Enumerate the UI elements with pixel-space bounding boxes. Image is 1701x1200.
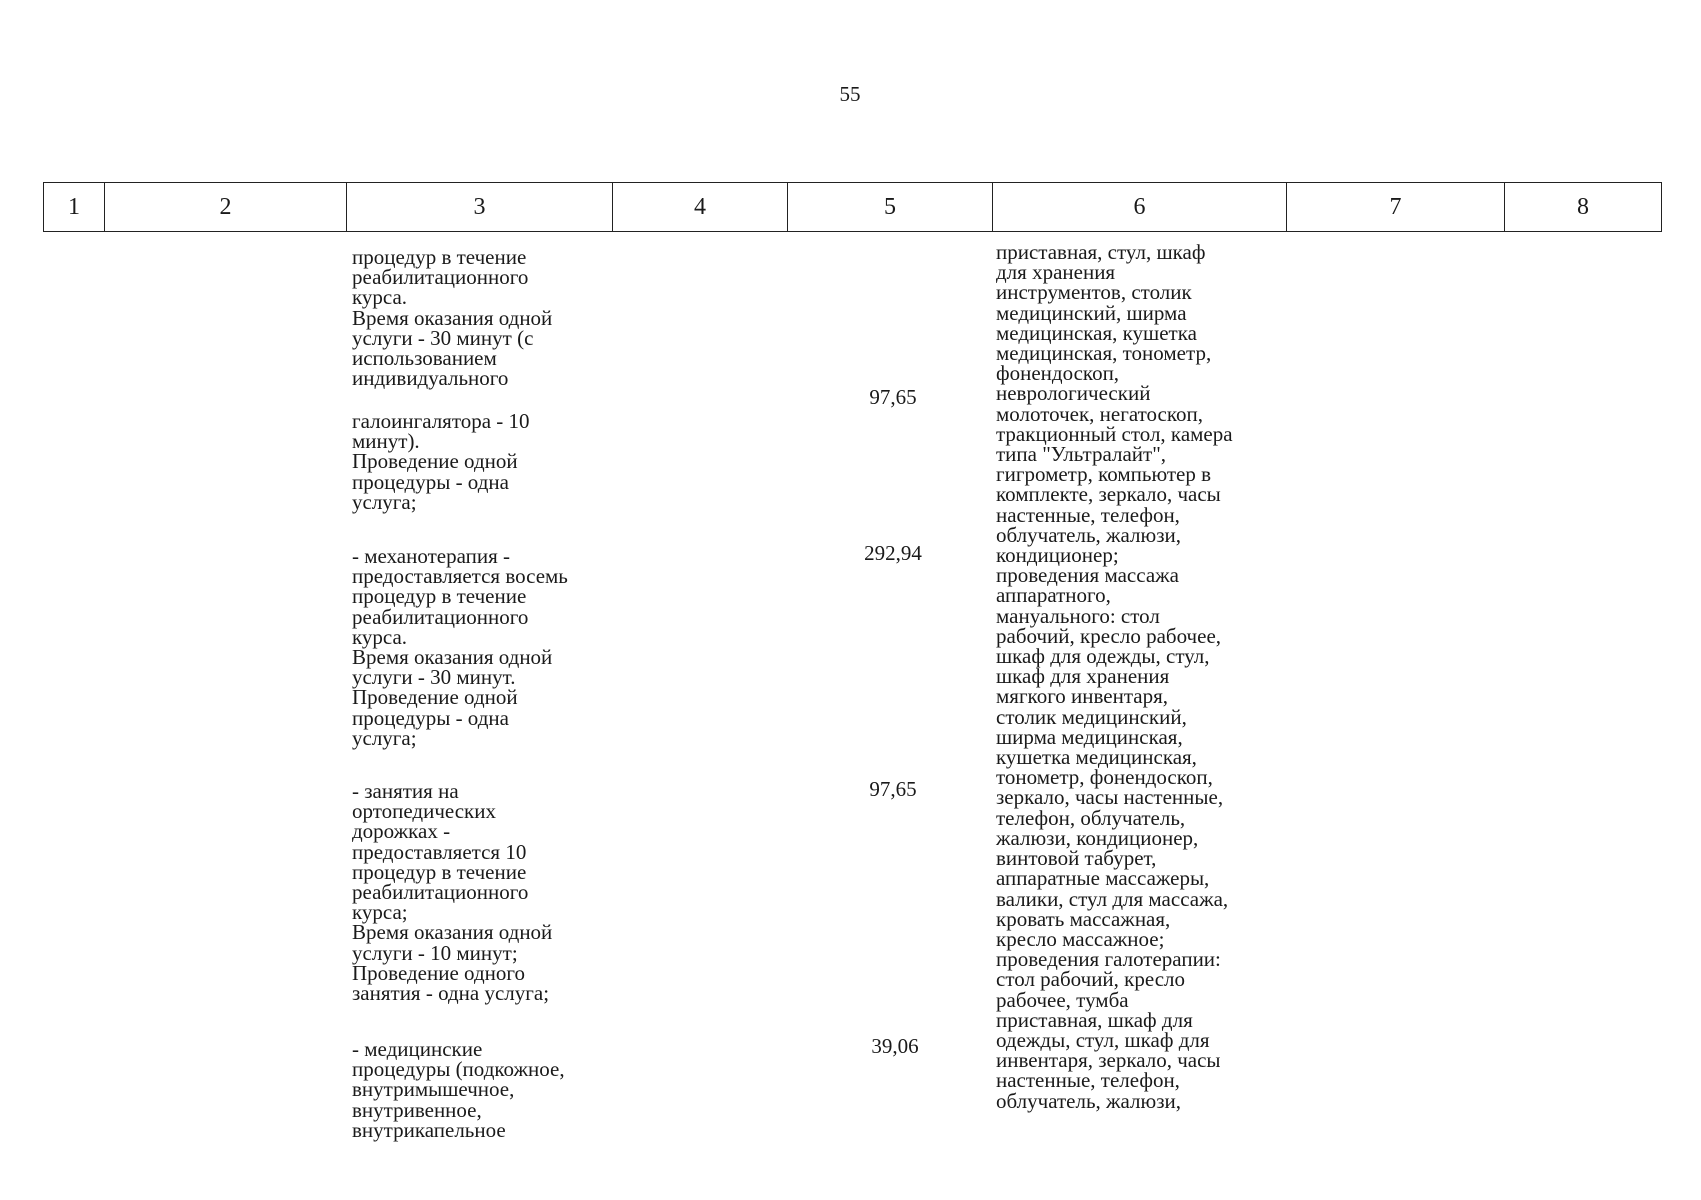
service-description-continued: процедур в течение реабилитационного курса. Время оказания одной услуги - 30 минут (с использованием индивидуального: [352, 245, 553, 391]
service-description-mechanotherapy: - механотерапия - предоставляется восемь процедур в течение реабилитационного курса. Время оказания одной услуги - 30 минут. Проведение одной процедуры - одна услуга;: [352, 544, 568, 750]
price-value-2: 292,94: [864, 541, 922, 565]
service-description-medical-procedures: - медицинские процедуры (подкожное, внутримышечное, внутривенное, внутрикапельное: [352, 1037, 565, 1142]
header-cell-4: 4: [613, 183, 788, 232]
page-number: 55: [839, 82, 861, 106]
price-value-4: 39,06: [871, 1034, 919, 1058]
price-value-3: 97,65: [869, 777, 917, 801]
header-cell-1: 1: [44, 183, 105, 232]
header-cell-3: 3: [347, 183, 613, 232]
header-cell-7: 7: [1287, 183, 1505, 232]
service-description-haloinhalator: галоингалятора - 10 минут). Проведение одной процедуры - одна услуга;: [352, 409, 530, 514]
header-cell-8: 8: [1505, 183, 1662, 232]
equipment-list: приставная, стул, шкаф для хранения инструментов, столик медицинский, ширма медицинская, кушетка медицинская, тонометр, фонендоскоп, неврологический молоточек, негатоскоп, тракционный стол, камера типа "Ультралайт", гигрометр, компьютер в комплекте, зеркало, часы настенные, телефон, облучатель, жалюзи, кондиционер; проведения массажа аппаратного, мануального: стол рабочий, кресло рабочее, шкаф для одежды, стул, шкаф для хранения мягкого инвентаря, столик медицинский, ширма медицинская, кушетка медицинская, тонометр, фонендоскоп, зеркало, часы настенные, телефон, облучатель, жалюзи, кондиционер, винтовой табурет, аппаратные массажеры, валики, стул для массажа, кровать массажная, кресло массажное; проведения галотерапии: стол рабочий, кресло рабочее, тумба приставная, шкаф для одежды, стул, шкаф для инвентаря, зеркало, часы настенные, телефон, облучатель, жалюзи,: [996, 240, 1233, 1113]
column-number-header: [43, 182, 1662, 232]
header-cell-5: 5: [788, 183, 993, 232]
service-description-orthopedic-paths: - занятия на ортопедических дорожках - предоставляется 10 процедур в течение реабилитационного курса; Время оказания одной услуги - 10 минут; Проведение одного занятия - одна услуга;: [352, 779, 553, 1006]
header-cell-2: 2: [105, 183, 347, 232]
price-value-1: 97,65: [869, 385, 917, 409]
header-cell-6: 6: [993, 183, 1287, 232]
